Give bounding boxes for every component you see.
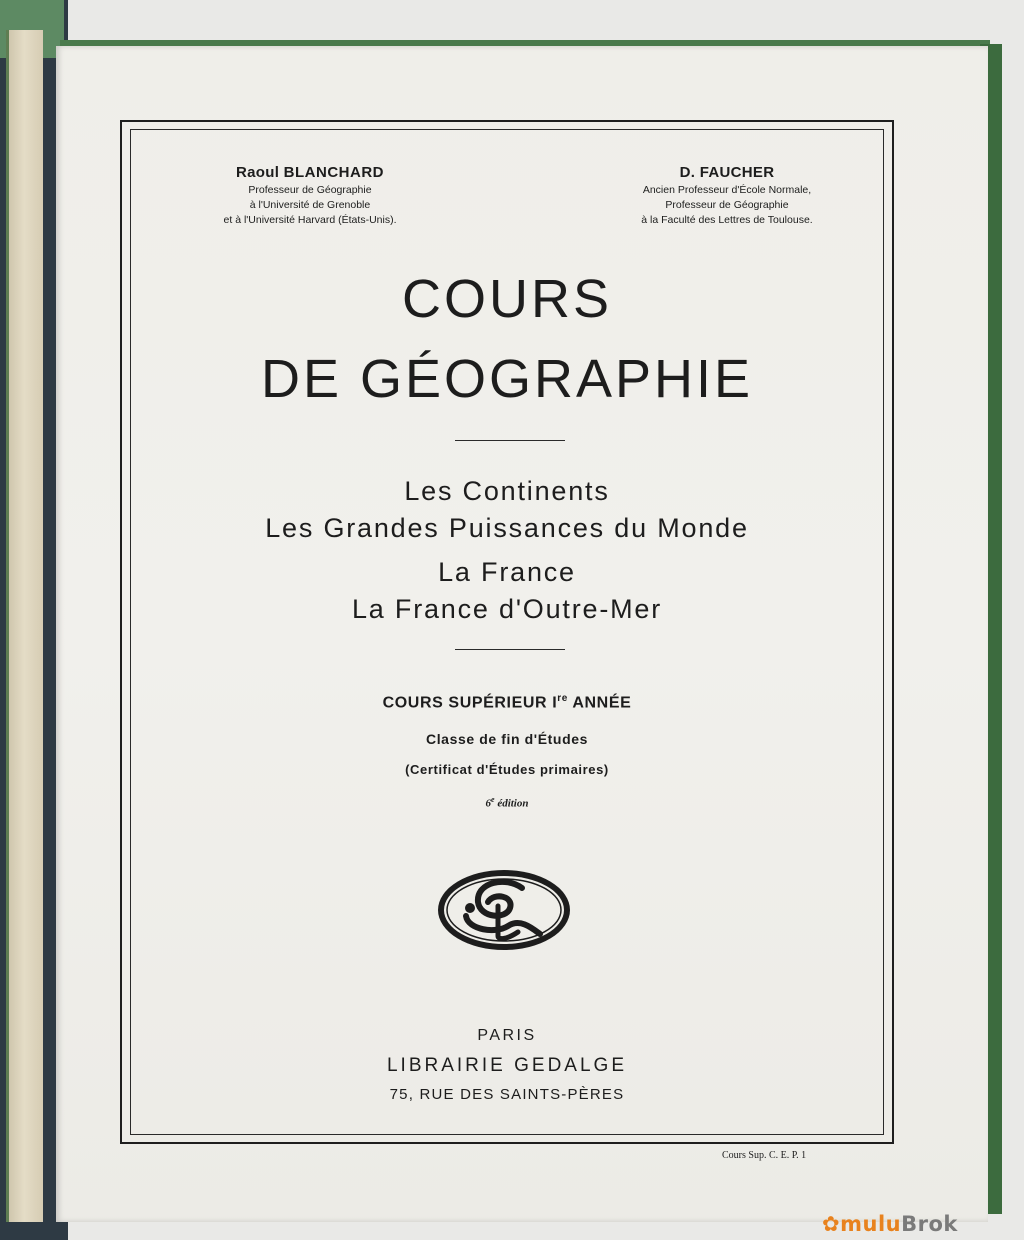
course-level: [120, 693, 894, 712]
author-right-title: Professeur de Géographie: [665, 199, 789, 211]
author-left-university: à l'Université de Grenoble: [249, 199, 371, 211]
course-level-superscript: re: [557, 693, 568, 704]
author-left-last-name: BLANCHARD: [283, 164, 384, 181]
author-left-title: Professeur de Géographie: [248, 184, 372, 196]
edition-superscript: e: [491, 795, 495, 804]
course-certificate: (Certificat d'Études primaires): [405, 762, 609, 777]
course-level-main: COURS SUPÉRIEUR I: [382, 694, 558, 712]
author-right-faculty: à la Faculté des Lettres de Toulouse.: [641, 214, 813, 226]
course-class: Classe de fin d'Études: [425, 731, 588, 747]
edition-word: édition: [494, 797, 529, 810]
subject-overseas-france: La France d'Outre-Mer: [351, 594, 663, 624]
edition: [120, 795, 894, 810]
publisher-address: 75, RUE DES SAINTS-PÈRES: [389, 1086, 625, 1103]
subject-great-powers: Les Grandes Puissances du Monde: [265, 513, 749, 543]
author-right-name: D. FAUCHER: [679, 164, 775, 181]
watermark: [822, 1212, 958, 1236]
author-left-first-name: Raoul: [236, 164, 280, 181]
publisher-logo-icon: [436, 868, 572, 952]
watermark-part1: mulu: [840, 1212, 902, 1236]
course-level-year: ANNÉE: [567, 694, 632, 712]
divider-bottom: [455, 649, 565, 650]
spine-paper: [6, 30, 43, 1222]
title-line-1: COURS: [401, 269, 612, 329]
footer-reference: Cours Sup. C. E. P. 1: [722, 1150, 807, 1161]
author-left: [205, 164, 415, 228]
author-right-former-title: Ancien Professeur d'École Normale,: [642, 184, 812, 196]
subject-continents: Les Continents: [404, 476, 610, 506]
edition-number: 6: [485, 797, 491, 810]
author-left-university2: et à l'Université Harvard (États-Unis).: [223, 214, 397, 226]
watermark-part2: Brok: [901, 1212, 958, 1236]
author-left-name: [205, 164, 415, 181]
divider-top: [455, 440, 565, 441]
subject-france: La France: [438, 557, 576, 587]
author-right: [608, 164, 846, 228]
title-line-2: DE GÉOGRAPHIE: [260, 349, 754, 409]
flower-icon: ✿: [822, 1212, 841, 1236]
publisher-name: LIBRAIRIE GEDALGE: [386, 1055, 627, 1076]
publisher-city: PARIS: [477, 1027, 537, 1044]
